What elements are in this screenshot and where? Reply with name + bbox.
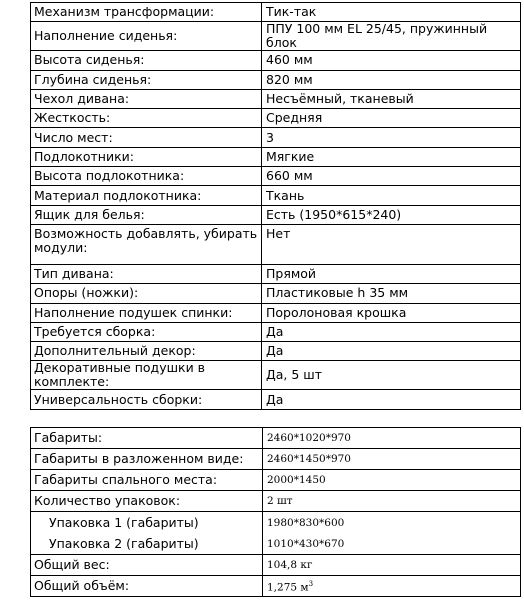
spec-value: Прямой bbox=[262, 264, 521, 283]
dims-value: 1980*830*600 bbox=[263, 512, 521, 534]
spec-value: ППУ 100 мм EL 25/45, пружинный блок bbox=[262, 22, 521, 51]
volume-unit-superscript: 3 bbox=[308, 580, 314, 589]
spec-row bbox=[31, 89, 521, 108]
spec-value: Да, 5 шт bbox=[262, 361, 521, 390]
spec-key: Чехол дивана: bbox=[31, 89, 262, 108]
spec-key: Ящик для белья: bbox=[31, 205, 262, 224]
spec-value: 460 мм bbox=[262, 51, 521, 70]
dims-key: Общий вес: bbox=[31, 555, 263, 576]
spec-value: Ткань bbox=[262, 186, 521, 205]
spec-key: Механизм трансформации: bbox=[31, 3, 262, 22]
spec-row bbox=[31, 224, 521, 264]
spec-key: Число мест: bbox=[31, 128, 262, 147]
spec-key: Подлокотники: bbox=[31, 147, 262, 166]
spec-value: Пластиковые h 35 мм bbox=[262, 284, 521, 303]
spec-key: Наполнение подушек спинки: bbox=[31, 303, 262, 322]
spec-row bbox=[31, 342, 521, 361]
spec-value: Нет bbox=[262, 224, 521, 264]
spec-row bbox=[31, 264, 521, 283]
spec-row bbox=[31, 361, 521, 390]
dims-value: 2000*1450 bbox=[263, 470, 521, 491]
spec-key: Высота подлокотника: bbox=[31, 167, 262, 186]
dims-value: 104,8 кг bbox=[263, 555, 521, 576]
spec-key: Материал подлокотника: bbox=[31, 186, 262, 205]
dims-row bbox=[31, 449, 521, 470]
spec-value: 3 bbox=[262, 128, 521, 147]
dims-value: 2460*1020*970 bbox=[263, 428, 521, 449]
dims-row bbox=[31, 470, 521, 491]
dims-key: Количество упаковок: bbox=[31, 491, 263, 512]
spec-key: Требуется сборка: bbox=[31, 322, 262, 341]
specifications-table bbox=[30, 2, 521, 410]
spec-key: Возможность добавлять, убирать модули: bbox=[31, 224, 262, 264]
dims-row bbox=[31, 512, 521, 534]
spec-row bbox=[31, 109, 521, 128]
spec-key: Жесткость: bbox=[31, 109, 262, 128]
spec-row bbox=[31, 322, 521, 341]
dims-key: Упаковка 2 (габариты) bbox=[31, 533, 263, 555]
dims-value: 2460*1450*970 bbox=[263, 449, 521, 470]
spec-key: Декоративные подушки в комплекте: bbox=[31, 361, 262, 390]
spec-row bbox=[31, 22, 521, 51]
spec-row bbox=[31, 167, 521, 186]
spec-row bbox=[31, 303, 521, 322]
dims-value bbox=[263, 576, 521, 597]
spec-key: Универсальность сборки: bbox=[31, 390, 262, 409]
spec-value: Да bbox=[262, 322, 521, 341]
spec-value: Средняя bbox=[262, 109, 521, 128]
spec-value: 820 мм bbox=[262, 70, 521, 89]
spec-row bbox=[31, 205, 521, 224]
spec-row bbox=[31, 147, 521, 166]
dims-row bbox=[31, 533, 521, 555]
dims-key: Габариты в разложенном виде: bbox=[31, 449, 263, 470]
dims-key: Габариты спального места: bbox=[31, 470, 263, 491]
dims-key: Общий объём: bbox=[31, 576, 263, 597]
dims-value: 2 шт bbox=[263, 491, 521, 512]
spec-row bbox=[31, 390, 521, 409]
spec-row bbox=[31, 186, 521, 205]
dims-key: Упаковка 1 (габариты) bbox=[31, 512, 263, 534]
spec-row bbox=[31, 70, 521, 89]
dimensions-table bbox=[30, 427, 521, 597]
spec-row bbox=[31, 128, 521, 147]
spec-key: Наполнение сиденья: bbox=[31, 22, 262, 51]
spec-key: Дополнительный декор: bbox=[31, 342, 262, 361]
dims-row bbox=[31, 428, 521, 449]
dims-row bbox=[31, 491, 521, 512]
spec-value: Есть (1950*615*240) bbox=[262, 205, 521, 224]
spec-key: Тип дивана: bbox=[31, 264, 262, 283]
spec-value: Поролоновая крошка bbox=[262, 303, 521, 322]
volume-value: 1,275 м bbox=[267, 581, 309, 594]
spec-value: Да bbox=[262, 390, 521, 409]
spec-key: Опоры (ножки): bbox=[31, 284, 262, 303]
spec-row bbox=[31, 3, 521, 22]
spec-value: Тик-так bbox=[262, 3, 521, 22]
spec-value: Мягкие bbox=[262, 147, 521, 166]
dims-row bbox=[31, 576, 521, 597]
spec-value: Несъёмный, тканевый bbox=[262, 89, 521, 108]
dims-value: 1010*430*670 bbox=[263, 533, 521, 555]
spec-row bbox=[31, 51, 521, 70]
dims-key: Габариты: bbox=[31, 428, 263, 449]
spec-value: Да bbox=[262, 342, 521, 361]
dims-row bbox=[31, 555, 521, 576]
spec-row bbox=[31, 284, 521, 303]
spec-key: Глубина сиденья: bbox=[31, 70, 262, 89]
spec-value: 660 мм bbox=[262, 167, 521, 186]
spec-key: Высота сиденья: bbox=[31, 51, 262, 70]
